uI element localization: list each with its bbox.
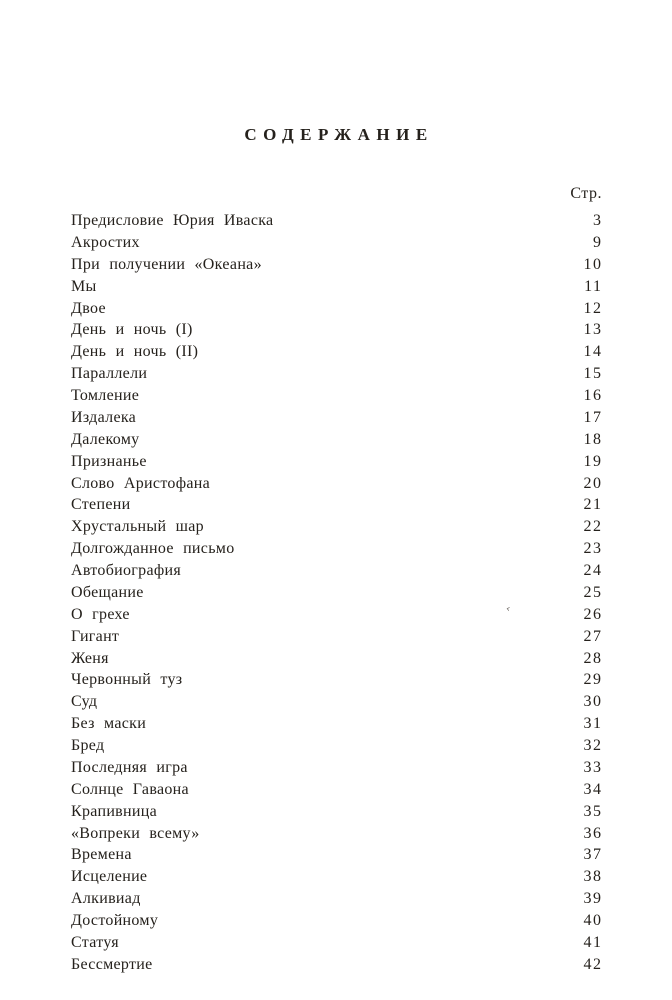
toc-list bbox=[71, 210, 601, 976]
page-title: СОДЕРЖАНИЕ bbox=[244, 125, 434, 144]
toc-entry-title: «Вопреки всему» bbox=[71, 824, 200, 842]
toc-row bbox=[71, 713, 601, 735]
toc-entry-title: Женя bbox=[71, 649, 109, 667]
toc-entry-title: Времена bbox=[71, 846, 132, 864]
toc-row bbox=[71, 385, 601, 407]
toc-row bbox=[71, 407, 601, 429]
toc-entry-page: 30 bbox=[583, 693, 603, 711]
toc-row bbox=[71, 910, 601, 932]
toc-row bbox=[71, 232, 601, 254]
toc-entry-title: Акростих bbox=[71, 233, 140, 251]
toc-row bbox=[71, 801, 601, 823]
toc-row bbox=[71, 735, 601, 757]
toc-row bbox=[71, 363, 601, 385]
toc-entry-page: 32 bbox=[583, 737, 603, 754]
toc-entry-page: 23 bbox=[583, 540, 603, 558]
toc-entry-title: Алкивиад bbox=[71, 890, 141, 908]
toc-entry-title: Бред bbox=[71, 737, 105, 754]
toc-row bbox=[71, 516, 601, 538]
toc-row bbox=[71, 473, 601, 495]
toc-entry-page: 33 bbox=[583, 758, 603, 776]
toc-row bbox=[71, 429, 601, 451]
toc-row bbox=[71, 319, 601, 341]
toc-entry-title: Параллели bbox=[71, 365, 148, 383]
toc-entry-page: 24 bbox=[583, 562, 603, 579]
scan-speck-mark: ‹ bbox=[504, 602, 512, 615]
toc-entry-page: 21 bbox=[583, 496, 603, 514]
toc-entry-title: Томление bbox=[71, 387, 140, 404]
toc-entry-title: Далекому bbox=[71, 430, 140, 448]
toc-row bbox=[71, 341, 601, 363]
toc-entry-page: 14 bbox=[583, 343, 603, 361]
toc-entry-page: 18 bbox=[583, 430, 603, 448]
toc-row bbox=[71, 298, 601, 320]
toc-entry-page: 15 bbox=[583, 365, 603, 383]
toc-entry-page: 12 bbox=[583, 299, 603, 317]
toc-entry-title: Солнце Гаваона bbox=[71, 780, 189, 798]
toc-entry-title: Исцеление bbox=[71, 868, 148, 886]
toc-row bbox=[71, 866, 601, 888]
toc-entry-page: 16 bbox=[583, 387, 603, 404]
toc-row bbox=[71, 932, 601, 954]
toc-row bbox=[71, 648, 601, 670]
toc-entry-title: Слово Аристофана bbox=[71, 474, 211, 492]
toc-entry-page: 35 bbox=[583, 802, 603, 820]
toc-entry-page: 19 bbox=[583, 452, 603, 470]
toc-entry-title: Долгожданное письмо bbox=[71, 540, 235, 558]
toc-entry-page: 36 bbox=[583, 824, 603, 842]
toc-entry-page: 42 bbox=[583, 955, 603, 973]
toc-entry-page: 17 bbox=[583, 408, 603, 426]
toc-entry-page: 11 bbox=[584, 277, 603, 295]
toc-entry-title: Обещание bbox=[71, 583, 144, 601]
toc-row bbox=[71, 582, 601, 604]
toc-entry-title: Автобиография bbox=[71, 562, 182, 579]
toc-entry-page: 27 bbox=[583, 627, 603, 645]
toc-entry-page: 28 bbox=[583, 649, 603, 667]
toc-entry-title: Суд bbox=[71, 693, 98, 711]
toc-entry-page: 39 bbox=[583, 890, 603, 908]
toc-row bbox=[71, 669, 601, 691]
toc-entry-title: Червонный туз bbox=[71, 671, 183, 689]
toc-row bbox=[71, 494, 601, 516]
toc-entry-title: Бессмертие bbox=[71, 955, 153, 973]
toc-entry-page: 20 bbox=[583, 474, 603, 492]
toc-entry-page: 3 bbox=[593, 212, 603, 229]
toc-entry-title: Статуя bbox=[71, 933, 119, 951]
toc-entry-title: Мы bbox=[71, 277, 97, 295]
toc-row bbox=[71, 779, 601, 801]
toc-row bbox=[71, 560, 601, 582]
toc-row bbox=[71, 254, 601, 276]
toc-entry-title: День и ночь (I) bbox=[71, 321, 193, 339]
toc-entry-page: 13 bbox=[583, 321, 603, 339]
toc-entry-title: При получении «Океана» bbox=[71, 255, 262, 273]
toc-entry-title: Издалека bbox=[71, 408, 137, 426]
toc-entry-title: О грехе bbox=[71, 605, 130, 623]
toc-entry-page: 26 bbox=[583, 605, 603, 623]
toc-row bbox=[71, 451, 601, 473]
toc-entry-title: Предисловие Юрия Иваска bbox=[71, 212, 274, 229]
toc-row bbox=[71, 844, 601, 866]
toc-row bbox=[71, 823, 601, 845]
toc-entry-title: Достойному bbox=[71, 912, 159, 929]
toc-entry-page: 31 bbox=[583, 715, 603, 733]
toc-entry-page: 29 bbox=[583, 671, 603, 689]
toc-entry-title: Степени bbox=[71, 496, 131, 514]
toc-row bbox=[71, 626, 601, 648]
toc-entry-title: Последняя игра bbox=[71, 758, 188, 776]
toc-entry-title: Признанье bbox=[71, 452, 147, 470]
toc-entry-page: 41 bbox=[583, 933, 603, 951]
toc-entry-title: Хрустальный шар bbox=[71, 518, 204, 536]
toc-entry-page: 38 bbox=[583, 868, 603, 886]
toc-entry-page: 34 bbox=[583, 780, 603, 798]
toc-row bbox=[71, 757, 601, 779]
toc-entry-title: Двое bbox=[71, 299, 106, 317]
toc-row bbox=[71, 888, 601, 910]
toc-entry-title: День и ночь (II) bbox=[71, 343, 199, 361]
toc-entry-page: 22 bbox=[583, 518, 603, 536]
toc-row bbox=[71, 538, 601, 560]
toc-entry-title: Гигант bbox=[71, 627, 120, 645]
toc-row bbox=[71, 954, 601, 976]
toc-entry-page: 25 bbox=[583, 583, 603, 601]
toc-row bbox=[71, 276, 601, 298]
toc-entry-page: 37 bbox=[583, 846, 603, 864]
toc-row bbox=[71, 604, 601, 626]
toc-entry-page: 9 bbox=[593, 233, 603, 251]
page-column-header: Стр. bbox=[570, 185, 602, 202]
toc-row bbox=[71, 210, 601, 232]
toc-entry-title: Крапивница bbox=[71, 802, 158, 820]
toc-row bbox=[71, 691, 601, 713]
toc-entry-page: 40 bbox=[583, 912, 603, 929]
toc-entry-title: Без маски bbox=[71, 715, 147, 733]
toc-entry-page: 10 bbox=[583, 255, 603, 273]
